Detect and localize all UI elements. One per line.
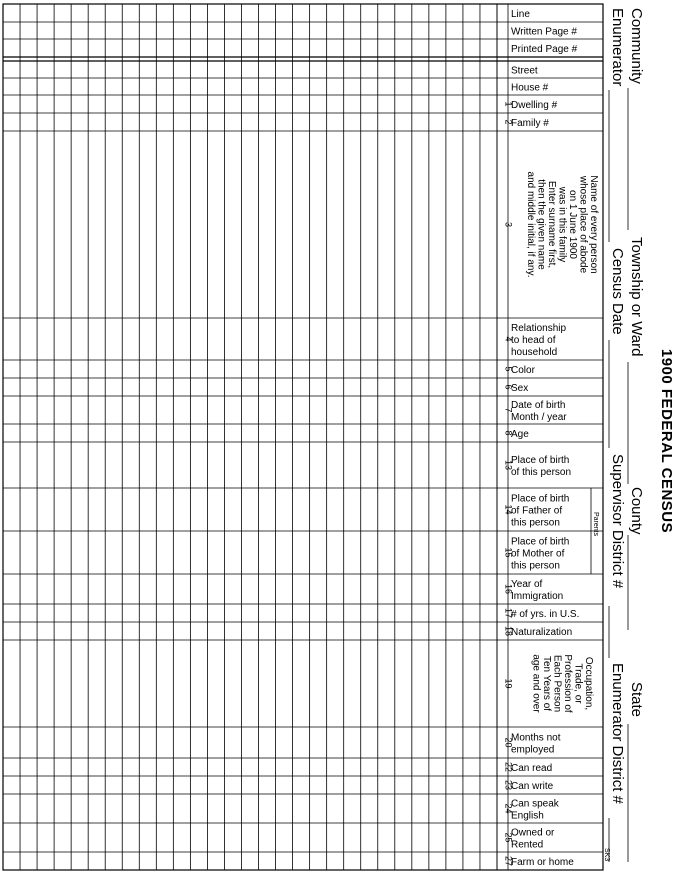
record-row[interactable] (20, 4, 37, 870)
column-header (504, 579, 564, 602)
column-header (504, 608, 580, 620)
township-label: Township or Ward (628, 237, 645, 357)
column-header (504, 780, 554, 792)
column-header (511, 66, 538, 77)
column-header (504, 762, 553, 774)
column-header (504, 323, 567, 358)
column-label-line: on 1 June 1900 (567, 190, 578, 259)
column-number: 18 (503, 625, 514, 637)
column-label: Date of birth (511, 400, 566, 411)
column-number: 23 (503, 779, 514, 791)
column-number: 1 (503, 101, 514, 107)
column-label: Written Page # (511, 26, 577, 38)
column-label-line: Occupation, (582, 656, 594, 711)
column-header (511, 44, 578, 55)
column-label: Month / year (511, 412, 567, 423)
supervisor-label: Supervisor District # (609, 454, 626, 589)
record-row[interactable] (156, 4, 173, 870)
column-label (530, 654, 594, 713)
record-row[interactable] (207, 4, 224, 870)
column-label: Place of birth (511, 536, 570, 548)
column-labels (504, 9, 600, 868)
column-label: Can write (511, 781, 554, 792)
column-label: Naturalization (511, 627, 573, 638)
record-row[interactable] (310, 4, 327, 870)
record-row[interactable] (190, 4, 207, 870)
column-header (504, 828, 556, 851)
column-number: 4 (503, 336, 514, 342)
column-number: 17 (503, 607, 514, 619)
column-header (504, 429, 530, 440)
record-row[interactable] (3, 4, 20, 870)
header-fields (609, 8, 645, 862)
column-label: Street (511, 65, 538, 77)
column-label-line: Each Person (551, 654, 563, 713)
column-label: household (511, 347, 558, 358)
column-number: 16 (503, 583, 514, 595)
column-label: Color (511, 365, 535, 376)
census-date-label: Census Date (609, 248, 626, 335)
column-header (504, 172, 600, 278)
column-label: Age (511, 429, 529, 440)
column-label: Sex (511, 383, 529, 394)
record-row[interactable] (293, 4, 310, 870)
column-label: employed (511, 744, 555, 756)
column-label (525, 172, 599, 278)
state-label: State (628, 682, 645, 718)
column-header (511, 83, 549, 94)
column-label-line: age and over (530, 654, 542, 713)
column-header (504, 100, 558, 111)
column-label: House # (511, 82, 549, 94)
record-row[interactable] (105, 4, 122, 870)
corner-code: SK3 (603, 848, 610, 862)
column-label-line: Profession of (561, 654, 573, 713)
record-row[interactable] (378, 4, 395, 870)
column-number: 7 (503, 407, 514, 413)
column-label: Year of (511, 579, 543, 590)
column-number: 27 (503, 855, 514, 867)
column-header (504, 799, 560, 822)
column-label: of Father of (511, 505, 563, 517)
column-label: Farm or home (511, 857, 574, 868)
column-number: 20 (503, 737, 514, 748)
column-header (504, 856, 575, 868)
enumerator-label: Enumerator (609, 8, 626, 87)
column-label: Can read (511, 763, 553, 774)
column-label: Rented (511, 839, 544, 851)
column-header (504, 383, 529, 394)
column-label: English (511, 810, 544, 822)
record-row[interactable] (224, 4, 241, 870)
column-header (504, 118, 550, 129)
column-label: Place of birth (511, 455, 570, 466)
column-header (504, 626, 573, 638)
column-label-line: Ten Years of (540, 655, 552, 712)
column-label: # of yrs. in U.S. (511, 609, 580, 620)
column-number: 19 (503, 678, 514, 689)
enumerator-district-label: Enumerator District # (609, 663, 626, 804)
record-row[interactable] (344, 4, 361, 870)
column-number: 24 (503, 803, 514, 814)
column-label: Place of birth (511, 493, 570, 505)
record-row[interactable] (395, 4, 412, 870)
county-label: County (628, 487, 645, 535)
column-number: 6 (503, 384, 514, 390)
column-label: Printed Page # (511, 44, 578, 55)
column-label-line: and middle initial, if any. (525, 171, 536, 278)
column-label: to head of (511, 335, 556, 346)
parents-label: Parents (592, 512, 599, 537)
column-label: Can speak (511, 798, 559, 810)
column-label: Owned or (511, 827, 555, 839)
column-header (511, 27, 577, 38)
column-label: this person (511, 560, 560, 572)
column-number: 8 (503, 430, 514, 436)
record-row[interactable] (276, 4, 293, 870)
column-number: 25 (503, 832, 514, 843)
column-label-line: was in this family (556, 186, 568, 263)
column-header (504, 733, 561, 756)
column-number: 2 (503, 119, 514, 125)
column-label: Family # (511, 118, 549, 129)
column-label: Immigration (511, 591, 564, 602)
column-label: this person (511, 517, 560, 529)
record-row[interactable] (259, 4, 276, 870)
column-header (504, 455, 572, 478)
column-number: 13 (503, 459, 514, 471)
column-header (504, 654, 594, 713)
record-row[interactable] (327, 4, 344, 870)
column-label-line: then the given name (535, 179, 547, 270)
record-row[interactable] (122, 4, 139, 870)
record-row[interactable] (173, 4, 190, 870)
record-row[interactable] (241, 4, 258, 870)
column-number: 22 (503, 761, 514, 773)
record-row[interactable] (54, 4, 71, 870)
column-label: Line (511, 9, 530, 20)
column-header (504, 400, 568, 423)
record-row[interactable] (139, 4, 156, 870)
column-label-line: Name of every person (588, 175, 599, 274)
column-label-line: Trade, or (572, 663, 584, 704)
column-label: Months not (511, 732, 561, 744)
column-label: of this person (511, 467, 572, 478)
form-title: 1900 FEDERAL CENSUS (658, 348, 675, 534)
record-row[interactable] (361, 4, 378, 870)
record-row[interactable] (463, 4, 480, 870)
record-row[interactable] (412, 4, 429, 870)
record-row[interactable] (446, 4, 463, 870)
column-header (504, 537, 570, 572)
community-label: Community (628, 8, 645, 84)
record-row[interactable] (88, 4, 105, 870)
column-label-line: Enter surname first, (546, 180, 557, 269)
column-number: 3 (503, 221, 514, 228)
column-label: Relationship (511, 323, 567, 334)
record-row[interactable] (71, 4, 88, 870)
column-label-line: whose place of abode (577, 175, 589, 274)
column-number: 5 (503, 366, 514, 372)
record-row[interactable] (429, 4, 446, 870)
record-row[interactable] (37, 4, 54, 870)
column-number: 15 (503, 547, 514, 558)
column-header (511, 9, 530, 20)
column-label: Dwelling # (511, 100, 558, 111)
column-number: 14 (503, 504, 514, 515)
column-label: of Mother of (511, 548, 565, 560)
column-header (504, 494, 570, 529)
record-row[interactable] (480, 4, 497, 870)
